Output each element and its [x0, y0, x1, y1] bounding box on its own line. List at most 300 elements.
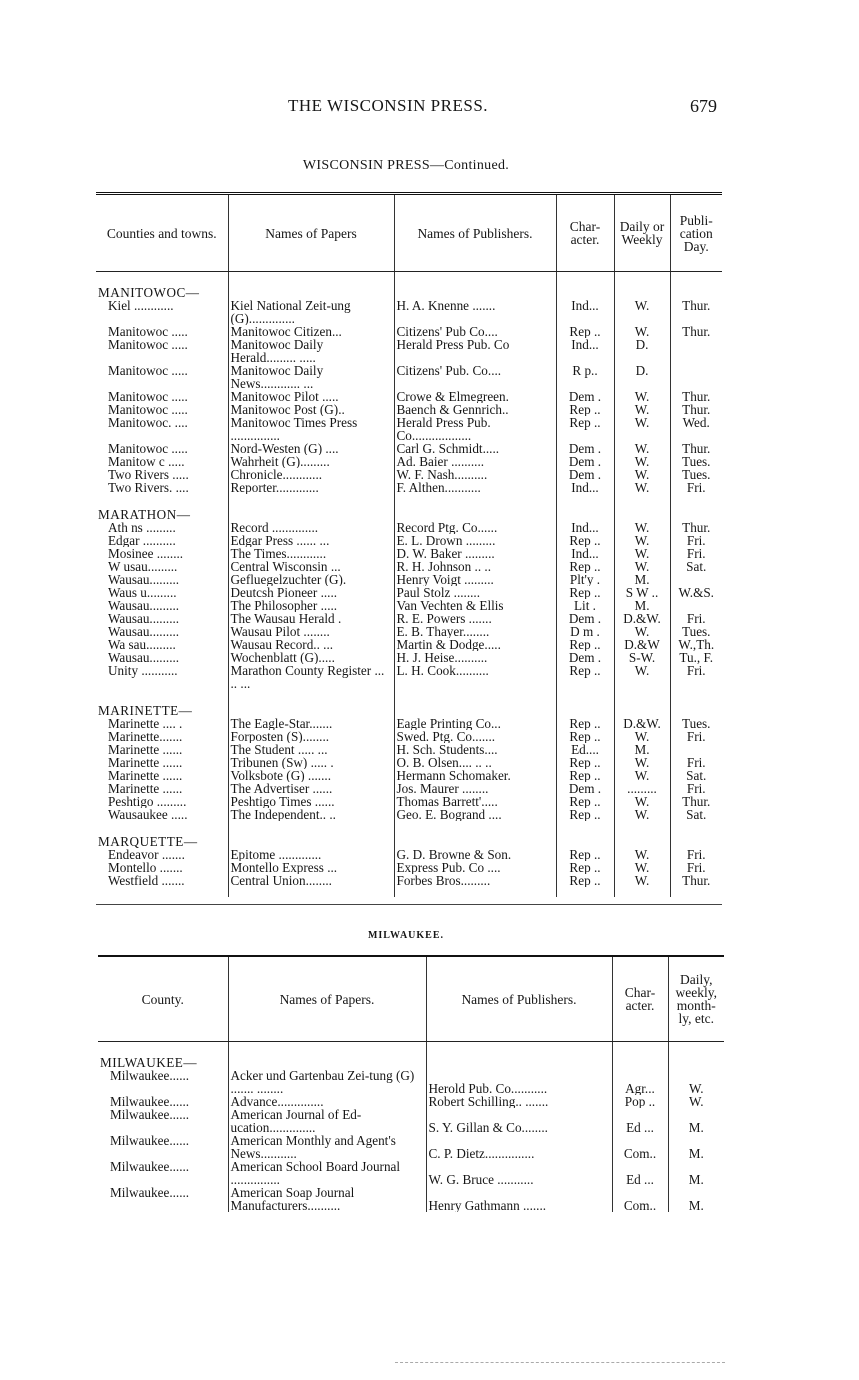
publication-day: Fri. [670, 861, 722, 874]
character: D m . [556, 625, 614, 638]
table-row [98, 1134, 724, 1160]
empty-cell [96, 887, 228, 897]
table-row [96, 782, 722, 795]
paper-name: Manitowoc Post (G).. [228, 403, 394, 416]
column-header-county: County. [98, 956, 228, 1042]
frequency: W. [614, 664, 670, 690]
frequency: W. [614, 874, 670, 887]
paper-name: Marathon County Register ... .. ... [228, 664, 394, 690]
county-name: MARATHON— [98, 507, 191, 521]
county-row [96, 272, 722, 300]
character: Rep .. [556, 560, 614, 573]
table-row [96, 848, 722, 861]
empty-cell [228, 690, 394, 717]
publisher: Herald Press Pub. Co [394, 338, 556, 364]
publisher: O. B. Olsen.... .. .. [394, 756, 556, 769]
empty-cell [228, 821, 394, 848]
town: Manitowoc ..... [108, 325, 188, 338]
frequency: D.&W. [614, 717, 670, 730]
empty-cell [228, 887, 394, 897]
empty-cell [394, 272, 556, 300]
publication-day: W.&S. [670, 586, 722, 599]
publisher: Baench & Gennrich.. [394, 403, 556, 416]
publication-day: Thur. [670, 874, 722, 887]
character: R p.. [556, 364, 614, 390]
publisher: C. P. Dietz............... [426, 1134, 612, 1160]
empty-cell [556, 494, 614, 521]
frequency: W. [614, 299, 670, 325]
county-name: MANITOWOC— [98, 285, 200, 299]
publication-day: Sat. [670, 808, 722, 821]
town: Peshtigo ......... [108, 795, 187, 808]
publication-day: Thur. [670, 390, 722, 403]
town: Marinette....... [108, 730, 183, 743]
frequency: W. [614, 390, 670, 403]
empty-cell [394, 887, 556, 897]
table-row [96, 861, 722, 874]
press-table-body [96, 272, 722, 898]
column-header-papers: Names of Papers [228, 194, 394, 272]
frequency: W. [614, 455, 670, 468]
frequency: W. [614, 795, 670, 808]
frequency: S W .. [614, 586, 670, 599]
town: Edgar .......... [108, 534, 176, 547]
publisher: W. G. Bruce ........... [426, 1160, 612, 1186]
publication-day: Thur. [670, 521, 722, 534]
publisher: D. W. Baker ......... [394, 547, 556, 560]
publisher: Ad. Baier .......... [394, 455, 556, 468]
publisher: Forbes Bros......... [394, 874, 556, 887]
frequency: D. [614, 338, 670, 364]
publication-day: Thur. [670, 325, 722, 338]
town: Wausau......... [108, 573, 180, 586]
frequency: M. [668, 1134, 724, 1160]
paper-name: American Journal of Ed-ucation.............. [228, 1108, 426, 1134]
publisher: H. J. Heise.......... [394, 651, 556, 664]
frequency: W. [614, 769, 670, 782]
county-row [96, 690, 722, 717]
empty-cell [614, 821, 670, 848]
county-name: MILWAUKEE— [100, 1055, 198, 1069]
town: Wausau......... [108, 651, 180, 664]
frequency: D.&W [614, 638, 670, 651]
publisher: Henry Voigt ......... [394, 573, 556, 586]
character: Agr... [612, 1069, 668, 1095]
paper-name: Wausau Record.. ... [228, 638, 394, 651]
table-row [96, 573, 722, 586]
town: W usau......... [108, 560, 178, 573]
town: Waus u......... [108, 586, 177, 599]
table-row [96, 717, 722, 730]
paper-name: Central Wisconsin ... [228, 560, 394, 573]
character: Ed.... [556, 743, 614, 756]
town: Marinette ...... [108, 743, 183, 756]
publisher: G. D. Browne & Son. [394, 848, 556, 861]
town: Wausau......... [108, 612, 180, 625]
frequency: W. [614, 808, 670, 821]
paper-name: Gefluegelzuchter (G). [228, 573, 394, 586]
press-table-header-row [96, 194, 722, 272]
character: Rep .. [556, 717, 614, 730]
character: Rep .. [556, 325, 614, 338]
empty-cell [228, 1042, 426, 1070]
paper-name: Acker und Gartenbau Zei-tung (G) ....... ........ [228, 1069, 426, 1095]
table-row [96, 769, 722, 782]
paper-name: The Student ..... ... [228, 743, 394, 756]
publisher: S. Y. Gillan & Co........ [426, 1108, 612, 1134]
frequency: W. [614, 325, 670, 338]
town: Endeavor ....... [108, 848, 185, 861]
empty-cell [614, 494, 670, 521]
publication-day: Tues. [670, 455, 722, 468]
character: Rep .. [556, 403, 614, 416]
publisher: F. Althen........... [394, 481, 556, 494]
table-row [98, 1069, 724, 1095]
column-header-character: Char-acter. [556, 194, 614, 272]
publisher: Crowe & Elmegreen. [394, 390, 556, 403]
publisher: Carl G. Schmidt..... [394, 442, 556, 455]
character: Lit . [556, 599, 614, 612]
character: Ind... [556, 481, 614, 494]
table-row [96, 625, 722, 638]
empty-cell [556, 821, 614, 848]
character: Dem . [556, 390, 614, 403]
character: Dem . [556, 782, 614, 795]
empty-cell [614, 887, 670, 897]
publication-day: Thur. [670, 403, 722, 416]
publisher: Herold Pub. Co........... [426, 1069, 612, 1095]
publication-day: Thur. [670, 299, 722, 325]
publisher: Henry Gathmann ....... [426, 1186, 612, 1212]
publisher: Van Vechten & Ellis [394, 599, 556, 612]
town: Mosinee ........ [108, 547, 184, 560]
paper-name: American Monthly and Agent's News........... [228, 1134, 426, 1160]
page-footer-rule [395, 1362, 725, 1363]
frequency: W. [614, 730, 670, 743]
publisher: R. E. Powers ....... [394, 612, 556, 625]
character: Ind... [556, 338, 614, 364]
paper-name: Manitowoc Times Press ............... [228, 416, 394, 442]
table-row [96, 481, 722, 494]
character: Dem . [556, 651, 614, 664]
character: Dem . [556, 455, 614, 468]
publication-day: W.,Th. [670, 638, 722, 651]
character: Ind... [556, 521, 614, 534]
town: Montello ....... [108, 861, 183, 874]
publication-day: Tues. [670, 468, 722, 481]
county-row [96, 494, 722, 521]
publisher: Paul Stolz ........ [394, 586, 556, 599]
county-town: Milwaukee...... [110, 1108, 190, 1122]
frequency: M. [614, 573, 670, 586]
town: Marinette ...... [108, 782, 183, 795]
paper-name: Edgar Press ...... ... [228, 534, 394, 547]
publication-day: Tu., F. [670, 651, 722, 664]
publisher: Citizens' Pub Co.... [394, 325, 556, 338]
paper-name: Forposten (S)........ [228, 730, 394, 743]
column-header-counties: Counties and towns. [96, 194, 228, 272]
table-row [98, 1160, 724, 1186]
town: Wausau......... [108, 625, 180, 638]
character: Dem . [556, 612, 614, 625]
paper-name: American Soap Journal Manufacturers.......... [228, 1186, 426, 1212]
paper-name: Wahrheit (G)......... [228, 455, 394, 468]
paper-name: Manitowoc Pilot ..... [228, 390, 394, 403]
frequency: W. [668, 1069, 724, 1095]
table-row [96, 586, 722, 599]
table-row [96, 416, 722, 442]
empty-cell [670, 887, 722, 897]
character: Rep .. [556, 664, 614, 690]
paper-name: Deutcsh Pioneer ..... [228, 586, 394, 599]
paper-name: Manitowoc Citizen... [228, 325, 394, 338]
character: Rep .. [556, 848, 614, 861]
publisher: Jos. Maurer ........ [394, 782, 556, 795]
town: Manitowoc ..... [108, 403, 188, 416]
town: Ath ns ......... [108, 521, 176, 534]
publication-day: Fri. [670, 782, 722, 795]
table-row [96, 664, 722, 690]
frequency: W. [614, 468, 670, 481]
publisher: Express Pub. Co .... [394, 861, 556, 874]
table-row [96, 730, 722, 743]
county-town: Milwaukee...... [110, 1069, 190, 1083]
milwaukee-caption: MILWAUKEE. [367, 930, 445, 941]
publication-day [670, 743, 722, 756]
table-row [96, 874, 722, 887]
town: Westfield ....... [108, 874, 185, 887]
publication-day: Sat. [670, 560, 722, 573]
publisher: Swed. Ptg. Co....... [394, 730, 556, 743]
publication-day: Tues. [670, 625, 722, 638]
table-row [96, 364, 722, 390]
paper-name: The Eagle-Star....... [228, 717, 394, 730]
publication-day: Wed. [670, 416, 722, 442]
table-row [98, 1108, 724, 1134]
publication-day: Fri. [670, 730, 722, 743]
table-row [96, 442, 722, 455]
frequency: W. [614, 547, 670, 560]
publisher: Geo. E. Bogrand .... [394, 808, 556, 821]
town: Manitowoc. .... [108, 416, 188, 430]
character: Dem . [556, 442, 614, 455]
table-row [96, 560, 722, 573]
table-row [96, 403, 722, 416]
town: Manitowoc ..... [108, 364, 188, 378]
publication-day: Sat. [670, 769, 722, 782]
town: Manitowoc ..... [108, 390, 188, 403]
table-row [96, 299, 722, 325]
character: Ed ... [612, 1160, 668, 1186]
frequency: S-W. [614, 651, 670, 664]
county-row [96, 821, 722, 848]
empty-cell [556, 690, 614, 717]
town: Manitowoc ..... [108, 338, 188, 352]
page-header [0, 96, 859, 124]
paper-name: Reporter............. [228, 481, 394, 494]
page-number: 679 [690, 96, 717, 116]
publisher: Herald Press Pub. Co.................. [394, 416, 556, 442]
frequency: W. [614, 521, 670, 534]
paper-name: Peshtigo Times ...... [228, 795, 394, 808]
paper-name: Nord-Westen (G) .... [228, 442, 394, 455]
empty-cell [670, 690, 722, 717]
empty-cell [228, 272, 394, 300]
empty-cell [668, 1042, 724, 1070]
frequency: W. [614, 416, 670, 442]
milwaukee-table-body [98, 1042, 724, 1213]
character: Rep .. [556, 586, 614, 599]
character: Ed ... [612, 1108, 668, 1134]
county-name: MARQUETTE— [98, 834, 198, 848]
publication-day: Fri. [670, 848, 722, 861]
character: Plt'y . [556, 573, 614, 586]
section-caption: WISCONSIN PRESS—Continued. [302, 158, 510, 173]
county-town: Milwaukee...... [110, 1186, 190, 1200]
frequency: W. [614, 560, 670, 573]
publisher: E. L. Drown ......... [394, 534, 556, 547]
paper-name: The Times............ [228, 547, 394, 560]
column-header-frequency: Daily or Weekly [614, 194, 670, 272]
publisher: Record Ptg. Co...... [394, 521, 556, 534]
paper-name: Kiel National Zeit-ung (G).............. [228, 299, 394, 325]
publication-day: Fri. [670, 612, 722, 625]
character: Rep .. [556, 795, 614, 808]
paper-name: Chronicle............ [228, 468, 394, 481]
frequency: W. [614, 861, 670, 874]
frequency: M. [614, 599, 670, 612]
publisher: R. H. Johnson .. .. [394, 560, 556, 573]
character: Rep .. [556, 861, 614, 874]
character: Rep .. [556, 874, 614, 887]
table-row [96, 547, 722, 560]
publication-day: Fri. [670, 534, 722, 547]
county-name: MARINETTE— [98, 703, 193, 717]
town: Wa sau......... [108, 638, 176, 651]
paper-name: The Wausau Herald . [228, 612, 394, 625]
frequency: W. [668, 1095, 724, 1108]
town: Unity ........... [108, 664, 178, 678]
character: Pop .. [612, 1095, 668, 1108]
frequency: W. [614, 848, 670, 861]
character: Com.. [612, 1186, 668, 1212]
table-row [96, 743, 722, 756]
publisher: H. A. Knenne ....... [394, 299, 556, 325]
county-town: Milwaukee...... [110, 1160, 190, 1174]
table-row [96, 468, 722, 481]
paper-name: Manitowoc Daily News............ ... [228, 364, 394, 390]
milwaukee-table [98, 955, 724, 1212]
table-row [96, 534, 722, 547]
frequency: M. [668, 1186, 724, 1212]
frequency: M. [668, 1160, 724, 1186]
frequency: D.&W. [614, 612, 670, 625]
publisher: Hermann Schomaker. [394, 769, 556, 782]
empty-cell [426, 1042, 612, 1070]
character: Com.. [612, 1134, 668, 1160]
empty-cell [614, 690, 670, 717]
publication-day [670, 573, 722, 586]
milwaukee-table-header-row [98, 956, 724, 1042]
table-row [96, 795, 722, 808]
character: Rep .. [556, 769, 614, 782]
table-row [96, 808, 722, 821]
publication-day: Fri. [670, 756, 722, 769]
column-header-publishers: Names of Publishers. [426, 956, 612, 1042]
paper-name: Volksbote (G) ....... [228, 769, 394, 782]
paper-name: The Philosopher ..... [228, 599, 394, 612]
character: Rep .. [556, 756, 614, 769]
publication-day: Thur. [670, 442, 722, 455]
county-town: Milwaukee...... [110, 1095, 190, 1108]
town: Wausau......... [108, 599, 180, 612]
publication-day: Tues. [670, 717, 722, 730]
table-spacer [96, 887, 722, 897]
publication-day [670, 599, 722, 612]
empty-cell [670, 272, 722, 300]
table-row [96, 638, 722, 651]
table-row [96, 756, 722, 769]
character: Dem . [556, 468, 614, 481]
empty-cell [394, 821, 556, 848]
character: Rep .. [556, 534, 614, 547]
column-header-publication-day: Publi-cation Day. [670, 194, 722, 272]
table-row [98, 1095, 724, 1108]
paper-name: Epitome ............. [228, 848, 394, 861]
county-town: Milwaukee...... [110, 1134, 190, 1148]
empty-cell [394, 690, 556, 717]
empty-cell [670, 494, 722, 521]
publisher: Robert Schilling.. ....... [426, 1095, 612, 1108]
town: Kiel ............ [108, 299, 174, 313]
paper-name: Manitowoc Daily Herald......... ..... [228, 338, 394, 364]
table-row [96, 651, 722, 664]
paper-name: Wausau Pilot ........ [228, 625, 394, 638]
table-row [98, 1186, 724, 1212]
frequency: D. [614, 364, 670, 390]
publication-day: Fri. [670, 664, 722, 690]
table-bottom-rule [96, 904, 722, 905]
frequency: M. [668, 1108, 724, 1134]
column-header-papers: Names of Papers. [228, 956, 426, 1042]
publication-day: Fri. [670, 547, 722, 560]
column-header-character: Char-acter. [612, 956, 668, 1042]
publication-day [670, 338, 722, 364]
frequency: W. [614, 534, 670, 547]
character: Rep .. [556, 638, 614, 651]
paper-name: American School Board Journal ............... [228, 1160, 426, 1186]
character: Rep .. [556, 416, 614, 442]
publisher: H. Sch. Students.... [394, 743, 556, 756]
table-row [96, 599, 722, 612]
publisher: Thomas Barrett'..... [394, 795, 556, 808]
empty-cell [556, 272, 614, 300]
paper-name: Advance.............. [228, 1095, 426, 1108]
character: Rep .. [556, 730, 614, 743]
table-row [96, 612, 722, 625]
empty-cell [670, 821, 722, 848]
table-row [96, 521, 722, 534]
frequency: M. [614, 743, 670, 756]
frequency: W. [614, 625, 670, 638]
publication-day: Fri. [670, 481, 722, 494]
frequency: ......... [614, 782, 670, 795]
character: Ind... [556, 299, 614, 325]
table-row [96, 455, 722, 468]
column-header-frequency: Daily, weekly, month-ly, etc. [668, 956, 724, 1042]
character: Rep .. [556, 808, 614, 821]
town: Two Rivers ..... [108, 468, 189, 481]
